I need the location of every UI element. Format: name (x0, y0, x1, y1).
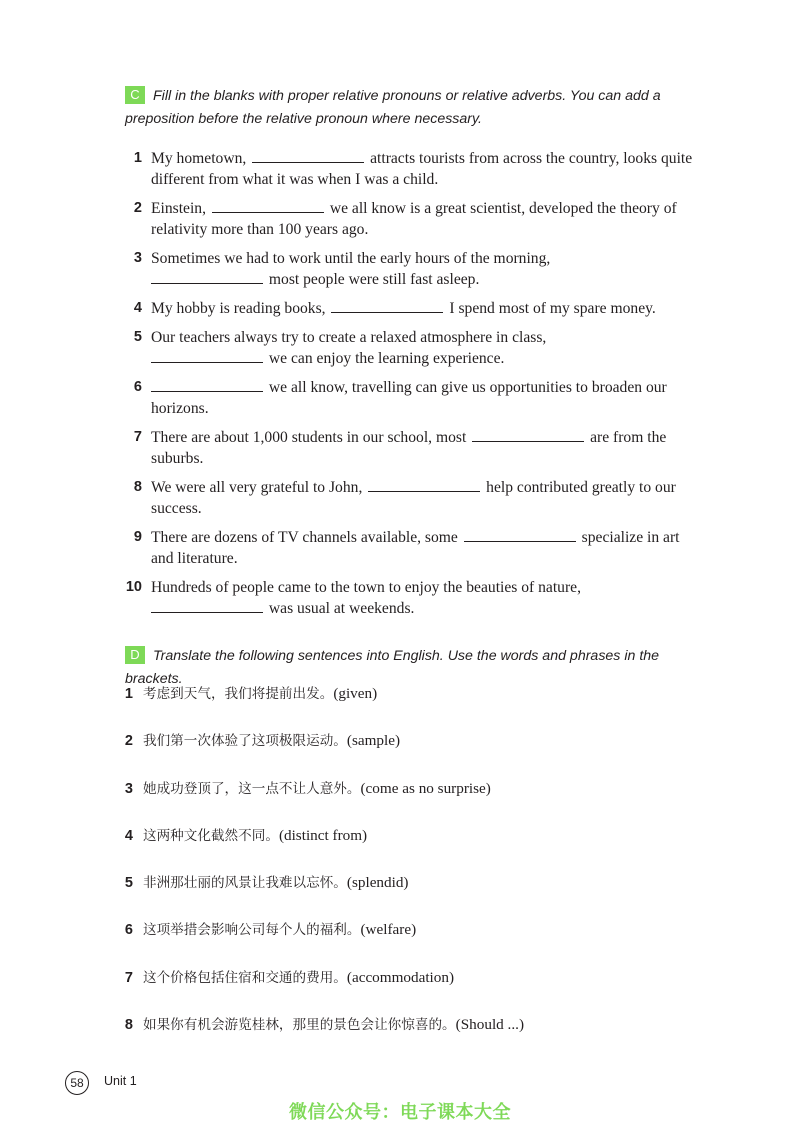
exercise-item (120, 477, 700, 519)
item-number: 5 (133, 329, 142, 345)
item-number: 8 (133, 479, 142, 495)
hint-phrase: (given) (333, 685, 378, 702)
chinese-sentence: 非洲那壮丽的风景让我难以忘怀。 (143, 875, 347, 892)
item-text-after: most people were still fast asleep. (268, 271, 480, 288)
translation-item (120, 683, 720, 730)
translation-item (120, 730, 720, 777)
translation-item (120, 778, 720, 825)
item-text-before: There are about 1,000 students in our school, most (151, 429, 467, 446)
item-number: 8 (124, 1017, 133, 1034)
answer-blank[interactable] (368, 477, 480, 492)
item-text-before: Hundreds of people came to the town to enjoy the beauties of nature, (151, 579, 581, 596)
translation-item (120, 872, 720, 919)
answer-blank[interactable] (151, 598, 263, 613)
chinese-sentence: 这个价格包括住宿和交通的费用。 (143, 969, 347, 986)
hint-phrase: (accommodation) (346, 968, 455, 986)
item-text-before: My hometown, (151, 150, 247, 167)
item-number: 3 (133, 250, 142, 266)
answer-blank[interactable] (252, 148, 364, 163)
section-d-badge: D (125, 646, 145, 664)
chinese-sentence: 如果你有机会游览桂林，那里的景色会让你惊喜的。 (143, 1017, 456, 1034)
item-number: 3 (124, 780, 133, 797)
item-text-after: was usual at weekends. (268, 600, 415, 617)
item-text-before: Einstein, (151, 200, 207, 217)
section-d-instruction: Translate the following sentences into English. Use the words and phrases in the brackets. (125, 648, 660, 687)
answer-blank[interactable] (331, 298, 443, 313)
section-c-exercise-list (120, 148, 700, 627)
item-number: 6 (124, 922, 133, 939)
item-number: 4 (124, 827, 133, 844)
item-number: 6 (133, 379, 142, 395)
item-number: 5 (124, 875, 133, 892)
hint-phrase: (come as no surprise) (360, 779, 491, 797)
answer-blank[interactable] (472, 427, 584, 442)
item-text-after: we all know, travelling can give us opportunities to broaden our horizons. (151, 379, 667, 417)
section-d-translation-list (120, 683, 720, 1061)
item-number: 7 (133, 429, 142, 445)
item-number: 2 (124, 733, 133, 750)
exercise-item (120, 148, 700, 190)
exercise-item (120, 248, 700, 290)
item-text-before: Our teachers always try to create a relaxed atmosphere in class, (151, 329, 547, 346)
exercise-item (120, 527, 700, 569)
section-c-badge: C (125, 86, 145, 104)
translation-item (120, 1014, 720, 1061)
answer-blank[interactable] (151, 348, 263, 363)
chinese-sentence: 考虑到天气，我们将提前出发。 (143, 686, 334, 702)
section-c-header (125, 85, 705, 131)
item-text-after: we can enjoy the learning experience. (268, 350, 505, 367)
exercise-item (120, 577, 700, 619)
watermark-text: 微信公众号：电子课本大全 (289, 1102, 511, 1123)
page-number: 58 (65, 1071, 89, 1095)
exercise-item (120, 377, 700, 419)
answer-blank[interactable] (464, 527, 576, 542)
item-text-before: My hobby is reading books, (151, 300, 326, 317)
hint-phrase: (sample) (346, 732, 401, 750)
item-text-after: we all know is a great scientist, developed the theory of relativity more than 100 years ago. (151, 200, 677, 238)
translation-item (120, 967, 720, 1014)
item-text-after: are from the suburbs. (151, 429, 667, 467)
item-number: 10 (125, 579, 142, 595)
hint-phrase: (welfare) (360, 921, 417, 939)
item-text-after: attracts tourists from across the country, looks quite different from what it was when I was a child. (151, 150, 693, 188)
chinese-sentence: 这两种文化截然不同。 (143, 827, 279, 844)
chinese-sentence: 她成功登顶了，这一点不让人意外。 (143, 780, 361, 797)
answer-blank[interactable] (212, 198, 324, 213)
item-number: 1 (124, 686, 133, 702)
item-number: 9 (133, 529, 142, 545)
hint-phrase: (Should ...) (455, 1016, 524, 1034)
exercise-item (120, 298, 700, 319)
item-text-after: I spend most of my spare money. (449, 300, 656, 317)
exercise-item (120, 327, 700, 369)
answer-blank[interactable] (151, 377, 263, 392)
item-number: 2 (133, 200, 142, 216)
section-c-instruction: Fill in the blanks with proper relative pronouns or relative adverbs. You can add a preposition before the relative pronoun where necessary. (125, 88, 661, 127)
exercise-item (120, 198, 700, 240)
chinese-sentence: 我们第一次体验了这项极限运动。 (143, 733, 347, 750)
translation-item (120, 825, 720, 872)
translation-item (120, 919, 720, 966)
item-number: 7 (124, 969, 133, 986)
item-number: 1 (133, 150, 142, 166)
item-text-before: We were all very grateful to John, (151, 479, 363, 496)
hint-phrase: (distinct from) (278, 826, 368, 844)
item-number: 4 (133, 300, 142, 316)
answer-blank[interactable] (151, 269, 263, 284)
unit-label: Unit 1 (104, 1074, 137, 1088)
item-text-after: help contributed greatly to our success. (151, 479, 676, 517)
exercise-item (120, 427, 700, 469)
item-text-before: There are dozens of TV channels available, some (151, 529, 458, 546)
item-text-after: specialize in art and literature. (151, 529, 680, 567)
chinese-sentence: 这项举措会影响公司每个人的福利。 (143, 922, 361, 939)
item-text-before: Sometimes we had to work until the early hours of the morning, (151, 250, 551, 267)
hint-phrase: (splendid) (346, 874, 409, 892)
